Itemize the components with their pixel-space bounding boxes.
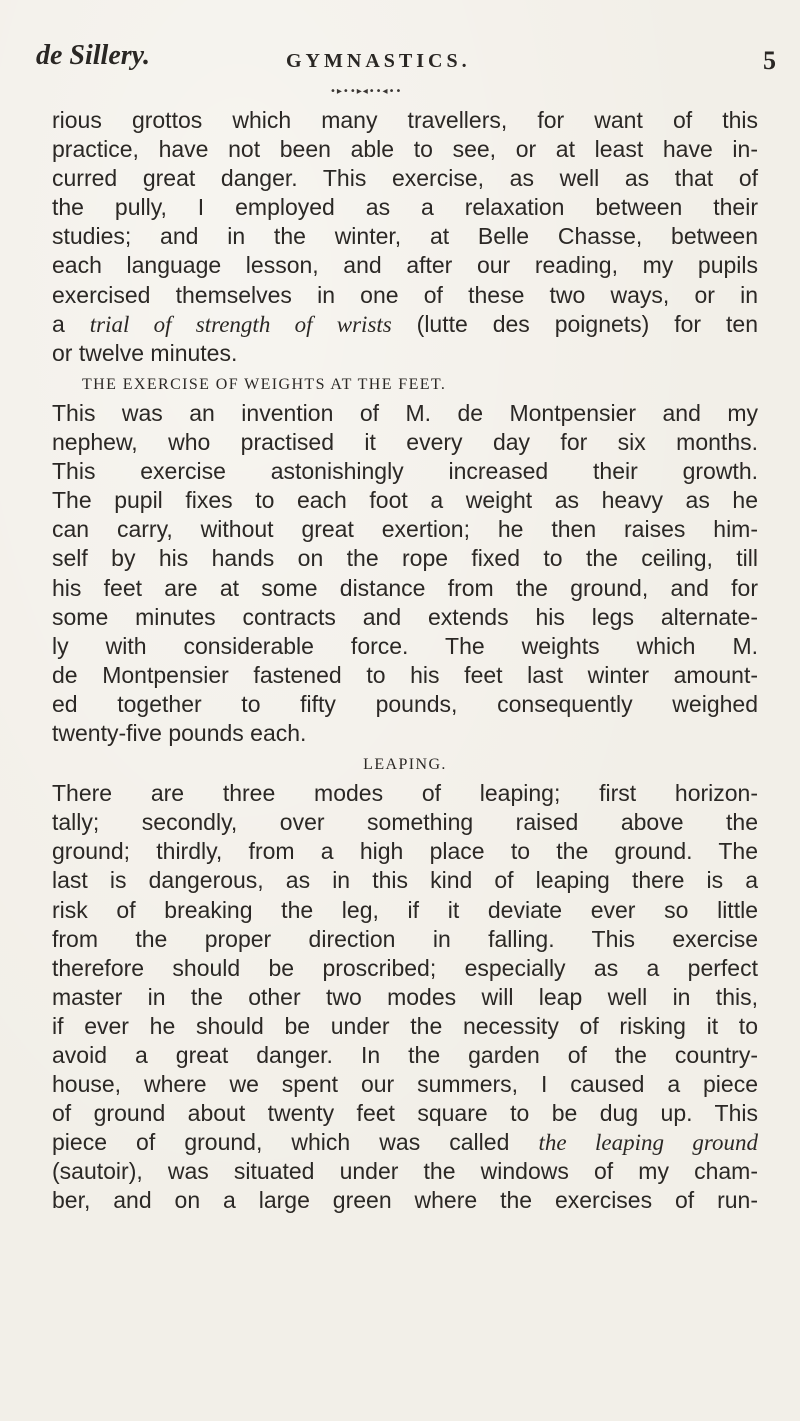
text-line: avoid a great danger. In the garden of the country- [52,1042,758,1068]
ornament-rule: •▸••▸◂••◂•• [330,86,403,97]
text-line: This exercise astonishingly increased their growth. [52,458,758,485]
body-text [52,106,758,1216]
text-line: studies; and in the winter, at Belle Chasse, between [52,223,758,250]
running-head [36,40,776,80]
text-line: from the proper direction in falling. This exercise [52,925,758,952]
text-fragment: (lutte des poignets) for ten [391,310,758,337]
text-line: of ground about twenty feet square to be dug up. This [52,1100,758,1127]
text-line: ly with considerable force. The weights which M. [52,632,758,659]
text-line: de Montpensier fastened to his feet last winter amount- [52,661,758,688]
text-line: each language lesson, and after our reading, my pupils [52,252,758,279]
text-line: ground; thirdly, from a high place to the ground. The [52,838,758,865]
text-line: house, where we spent our summers, I caused a piece [52,1071,758,1098]
text-line: tally; secondly, over something raised above the [52,809,758,836]
text-line: if ever he should be under the necessity of risking it to [52,1012,758,1039]
text-line: ed together to fifty pounds, consequently weighed [52,690,758,717]
text-line: nephew, who practised it every day for six months. [52,429,758,456]
text-line: master in the other two modes will leap well in this, [52,983,758,1010]
running-head-author: de Sillery. [36,40,151,71]
text-line: last is dangerous, as in this kind of leaping there is a [52,867,758,894]
section-heading: LEAPING. [363,756,447,774]
text-line: (sautoir), was situated under the windows of my cham- [52,1158,758,1185]
text-fragment: piece of ground, which was called [52,1129,539,1156]
italic-phrase: trial of strength of wrists [89,311,392,337]
text-line: exercised themselves in one of these two ways, or in [52,281,758,308]
page-number: 5 [763,46,776,75]
text-fragment: a [52,310,90,337]
text-line: ber, and on a large green where the exercises of run- [52,1187,758,1214]
section-heading: THE EXERCISE OF WEIGHTS AT THE FEET. [82,375,447,393]
text-line: can carry, without great exertion; he then raises him- [52,516,758,543]
text-line: This was an invention of M. de Montpensier and my [52,399,758,426]
text-line: twenty-five pounds each. [52,719,307,746]
running-head-title: GYMNASTICS. [286,50,471,72]
text-line: the pully, I employed as a relaxation between their [52,194,758,221]
text-line [52,1128,758,1157]
text-line: self by his hands on the rope fixed to the ceiling, till [52,545,758,572]
text-line: his feet are at some distance from the ground, and for [52,574,758,601]
text-line: There are three modes of leaping; first horizon- [52,780,758,807]
text-line: some minutes contracts and extends his legs alternate- [52,603,758,630]
italic-phrase: the leaping ground [538,1130,758,1156]
text-line: The pupil fixes to each foot a weight as heavy as he [52,487,758,514]
text-line: risk of breaking the leg, if it deviate ever so little [52,896,758,923]
text-line: therefore should be proscribed; especially as a perfect [52,954,758,981]
text-line [52,310,758,339]
text-line: practice, have not been able to see, or at least have in- [52,136,758,163]
text-line: rious grottos which many travellers, for want of this [52,107,758,133]
text-line: curred great danger. This exercise, as well as that of [52,165,758,192]
text-line: or twelve minutes. [52,339,238,366]
